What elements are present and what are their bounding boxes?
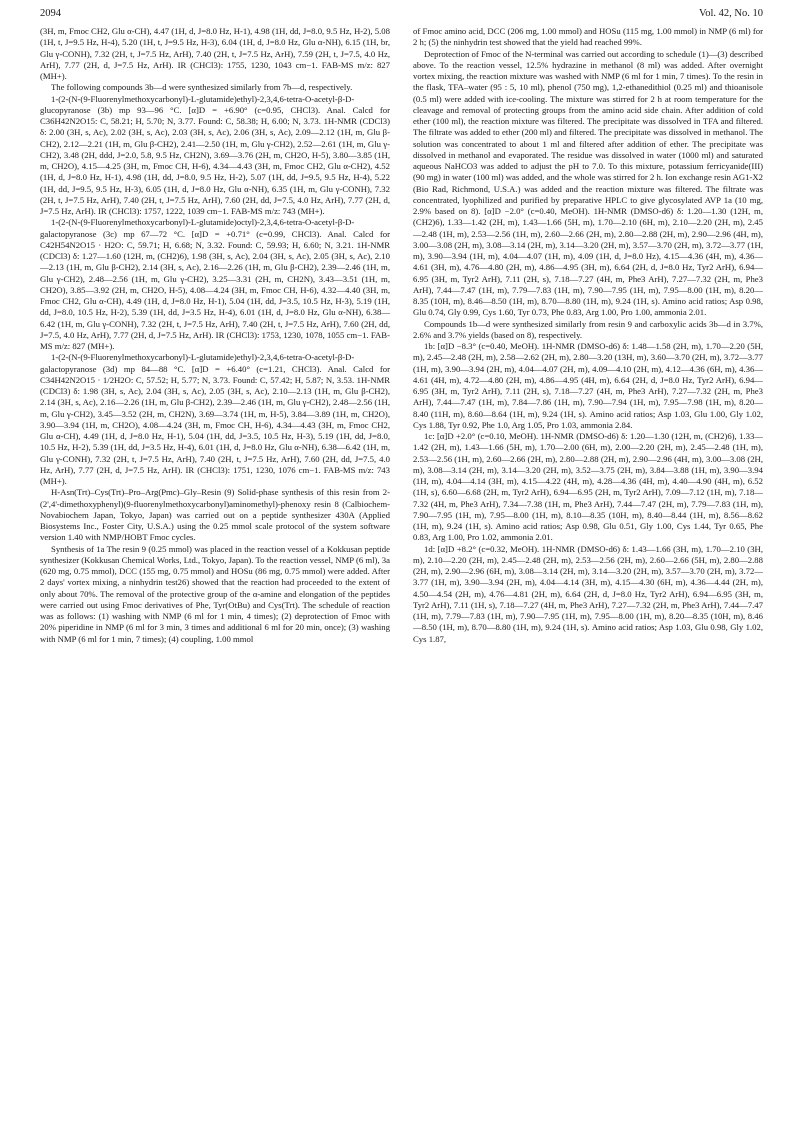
paragraph: of Fmoc amino acid, DCC (206 mg, 1.00 mmol) and HOSu (115 mg, 1.00 mmol) in NMP (6 ml) for 2 h; (5) the ninhydrin test showed that the yield had reached 99%. — [413, 26, 763, 48]
right-column — [413, 26, 763, 645]
paragraph: (3H, m, Fmoc CH2, Glu α-CH), 4.47 (1H, d, J=8.0 Hz, H-1), 4.98 (1H, dd, J=8.0, 9.5 Hz, H-2), 5.08 (1H, t, J=9.5 Hz, H-4), 5.20 (1H, t, J=9.5 Hz, H-3), 6.04 (1H, d, J=8.0 Hz, Glu α-NH), 6.15 (1H, br, Glu γ-CONH), 7.32 (2H, t, J=7.5 Hz, ArH), 7.40 (2H, t, J=7.5 Hz, ArH), 7.59 (2H, t, J=7.5, 4.0 Hz, ArH), 7.77 (2H, d, J=7.5 Hz, ArH). IR (CHCl3): 1755, 1230, 1043 cm−1. FAB-MS m/z: 827 (MH+). — [40, 26, 390, 81]
journal-volume: Vol. 42, No. 10 — [699, 8, 763, 19]
paragraph: 1d: [α]D +8.2° (c=0.32, MeOH). 1H-NMR (DMSO-d6) δ: 1.43—1.66 (3H, m), 1.70—2.10 (3H, m), 2.10—2.20 (2H, m), 2.45—2.48 (2H, m), 2.53—2.56 (2H, m), 2.60—2.66 (5H, m), 2.80—2.88 (2H, m), 2.90—2.96 (6H, m), 3.08—3.14 (2H, m), 3.14—3.20 (2H, m), 3.57—3.70 (2H, m), 3.72—3.77 (1H, m), 3.90—3.94 (2H, m), 4.04—4.14 (3H, m), 4.15—4.30 (6H, m), 4.36—4.44 (2H, m), 4.50—4.54 (2H, m), 4.76—4.81 (2H, m), 6.64 (2H, d, J=8.0 Hz, Tyr2 ArH), 6.94—6.95 (3H, m, Tyr2 ArH), 7.11 (1H, s), 7.18—7.27 (4H, m, Phe3 ArH), 7.27—7.32 (2H, m, Phe3 ArH), 7.44—7.47 (1H, m), 7.79—7.83 (1H, m), 7.90—7.95 (1H, m), 7.95—8.00 (1H, m), 8.20—8.35 (10H, m), 8.46—8.50 (1H, m), 8.70—8.80 (1H, m), 9.24 (1H, s). Amino acid ratios; Asp 1.03, Glu 0.98, Gly 1.02, Cys 1.87, — [413, 543, 763, 644]
paragraph: H-Asn(Trt)–Cys(Trt)–Pro–Arg(Pmc)–Gly–Resin (9) Solid-phase synthesis of this resin from 2-(2',4'-dimethoxyphenyl)(9-fluorenylmethoxycarbonyl)aminomethyl)-phenoxy resin 8 (Calbiochem-Novabiochem Japan, Tokyo, Japan) was carried out on a peptide synthesizer 430A (Applied Biosystems Inc., Foster City, U.S.A.) using the 0.25 mmol scale protocol of the system software version 1.40 with NMP/HOBT Fmoc cycles. — [40, 487, 390, 543]
paragraph: 1c: [α]D +2.0° (c=0.10, MeOH). 1H-NMR (DMSO-d6) δ: 1.20—1.30 (12H, m, (CH2)6), 1.33—1.42 (2H, m), 1.43—1.66 (5H, m), 1.70—2.00 (6H, m), 2.00—2.20 (2H, m), 2.45—2.48 (1H, m), 2.53—2.56 (1H, m), 2.60—2.66 (2H, m), 2.80—2.88 (2H, m), 2.90—2.96 (4H, m), 3.00—3.08 (2H, m), 3.08—3.14 (2H, m), 3.14—3.20 (2H, m), 3.52—3.75 (2H, m), 3.84—3.88 (1H, m), 3.90—3.94 (1H, m), 4.04—4.14 (3H, m), 4.15—4.22 (4H, m), 4.28—4.36 (4H, m), 4.40—4.90 (4H, m), 6.52 (1H, s), 6.60—6.68 (2H, m, Tyr2 ArH), 6.94—6.95 (2H, m, Tyr2 ArH), 7.09—7.12 (1H, m), 7.18—7.32 (4H, m, Phe3 ArH), 7.34—7.38 (1H, m, Phe3 ArH), 7.44—7.47 (2H, m), 7.79—7.83 (1H, m), 7.90—7.95 (1H, m), 7.95—8.00 (1H, m), 8.10—8.35 (10H, m), 8.40—8.44 (1H, m), 8.56—8.62 (1H, m), 9.24 (1H, s). Amino acid ratios; Asp 0.98, Glu 0.51, Gly 1.00, Cys 1.44, Tyr 0.65, Phe 0.83, Arg 1.00, Pro 1.02, ammonia 2.01. — [413, 431, 763, 543]
left-column — [40, 26, 390, 645]
paragraph: 1-(2-(N-(9-Fluorenylmethoxycarbonyl)-L-glutamide)ethyl)-2,3,4,6-tetra-O-acetyl-β-D-galactopyranose (3d) mp 84—88 °C. [α]D = +6.40° (c=1.21, CHCl3). Anal. Calcd for C34H42N2O15 · 1/2H2O: C, 57.52; H, 5.77; N, 3.73. Found: C, 57.42; H, 5.87; N, 3.53. 1H-NMR (CDCl3) δ: 1.98 (3H, s, Ac), 2.04 (3H, s, Ac), 2.05 (3H, s, Ac), 2.10—2.13 (1H, m, Glu β-CH2), 2.14 (3H, s, Ac), 2.16—2.26 (1H, m, Glu β-CH2), 2.39—2.46 (1H, m, Glu γ-CH2), 2.48—2.56 (1H, m, Glu γ-CH2), 3.45—3.52 (2H, m, CH2N), 3.69—3.74 (1H, m, H-5), 3.84—3.89 (1H, m, CH2O), 3.90—3.94 (1H, m, CH2O), 4.08—4.24 (3H, m, Fmoc CH, H-6), 4.34—4.43 (3H, m, Fmoc CH2, Glu α-CH), 4.49 (1H, d, J=8.0 Hz, H-1), 5.04 (1H, dd, J=3.5, 10.5 Hz, H-3), 5.19 (1H, dd, J=8.0, 10.5 Hz, H-2), 5.39 (1H, dd, J=3.5 Hz, H-4), 6.01 (1H, d, J=8.0 Hz, Glu α-NH), 6.38—6.42 (1H, m, Glu γ-CONH), 7.32 (2H, t, J=7.5 Hz, ArH), 7.40 (2H, t, J=7.5 Hz, ArH), 7.60 (2H, dd, J=7.5, 4.0 Hz, ArH), 7.77 (2H, d, J=7.5 Hz, ArH). IR (CHCl3): 1751, 1230, 1076 cm−1. FAB-MS m/z: 743 (MH+). — [40, 352, 390, 486]
paragraph: 1-(2-(N-(9-Fluorenylmethoxycarbonyl)-L-glutamide)octyl)-2,3,4,6-tetra-O-acetyl-β-D-galactopyranose (3c) mp 67—72 °C. [α]D = +0.71° (c=0.99, CHCl3). Anal. Calcd for C42H54N2O15 · H2O: C, 59.71; H, 6.68; N, 3.32. Found: C, 59.93; H, 6.60; N, 3.21. 1H-NMR (CDCl3) δ: 1.27—1.60 (12H, m, (CH2)6), 1.98 (3H, s, Ac), 2.04 (3H, s, Ac), 2.05 (3H, s, Ac), 2.10—2.13 (1H, m, Glu β-CH2), 2.14 (3H, s, Ac), 2.16—2.26 (1H, m, Glu β-CH2), 2.39—2.46 (1H, m, Glu γ-CH2), 2.48—2.56 (1H, m, Glu γ-CH2), 3.25—3.31 (2H, m, CH2N), 3.43—3.51 (1H, m, CH2O), 3.85—3.92 (2H, m, CH2O, H-5), 4.08—4.24 (3H, m, Fmoc CH, H-6), 4.32—4.40 (3H, m, Fmoc CH2, Glu α-CH), 4.49 (1H, d, J=8.0 Hz, H-1), 5.04 (1H, dd, J=3.5, 10.5 Hz, H-3), 5.19 (1H, dd, J=8.0, 10.5 Hz, H-2), 5.39 (1H, dd, J=3.5 Hz, H-4), 6.01 (1H, d, J=8.0 Hz, Glu α-NH), 6.38—6.42 (1H, m, Glu γ-CONH), 7.32 (2H, t, J=7.5 Hz, ArH), 7.40 (2H, t, J=7.5 Hz, ArH), 7.60 (2H, dd, J=7.5, 4.0 Hz, ArH), 7.77 (2H, d, J=7.5 Hz, ArH). IR (CHCl3): 1753, 1230, 1078, 1055 cm−1. FAB-MS m/z: 827 (MH+). — [40, 217, 390, 351]
paragraph: Deprotection of Fmoc of the N-terminal was carried out according to schedule (1)—(3) described above. To the reaction vessel, 12.5% hydrazine in methanol (8 ml) was added. After overnight vortex mixing, the reaction mixture was washed with NMP (6 ml for 1 min, 7 times). To the resin in the flask, TFA–water (95 : 5, 10 ml), phenol (750 mg), 1,2-ethanedithiol (0.25 ml) and thioanisole (0.5 ml) were added with ice-cooling. The mixture was stirred for 2 h at room temperature for the cleavage and removal of protecting groups from the amino acid side chain. After addition of cold ether (100 ml), the reaction mixture was filtered. The precipitate was dissolved in TFA and filtered. The filtrate was added to ether (200 ml) and filtered. The precipitate was dissolved in methanol. The solution was concentrated to about 1 ml and filtered after addition of ether. The precipitate was dissolved in methanol and evaporated. The residue was dissolved in water (1000 ml) and saturated aqueous NaHCO3 was added to adjust the pH to 7.0. To this mixture, potassium ferricyanide(III) (90 mg) in water (100 ml) was added, and the whole was stirred for 2 h. Ion exchange resin AG1-X2 (Bio Rad, Richmond, U.S.A.) was added and the reaction mixture was filtered. The filtrate was concentrated, lyophilized and purified by preparative HPLC to give glycosylated AVP 1a (10 mg, 2.9% based on 8). [α]D −2.0° (c=0.40, MeOH). 1H-NMR (DMSO-d6) δ: 1.20—1.30 (12H, m, (CH2)6), 1.33—1.42 (2H, m), 1.43—1.66 (5H, m), 1.70—2.10 (6H, m), 2.10—2.20 (2H, m), 2.45—2.48 (1H, m), 2.53—2.56 (1H, m), 2.60—2.66 (2H, m), 2.80—2.88 (2H, m), 2.90—2.96 (4H, m), 3.00—3.08 (2H, m), 3.08—3.14 (2H, m), 3.14—3.20 (2H, m), 3.57—3.70 (2H, m), 3.72—3.77 (1H, m), 3.90—3.94 (1H, m), 4.04—4.07 (1H, m), 4.09 (1H, d, J=8.0 Hz), 4.15—4.36 (4H, m), 4.36—4.61 (3H, m), 4.76—4.80 (2H, m), 4.86—4.95 (3H, m), 6.64 (2H, d, J=8.0 Hz, Tyr2 ArH), 6.94—6.95 (3H, m, Tyr2 ArH), 7.11 (2H, s), 7.18—7.27 (4H, m, Phe3 ArH), 7.27—7.32 (2H, m, Phe3 ArH), 7.44—7.47 (1H, m), 7.79—7.83 (1H, m), 7.90—7.95 (1H, m), 7.95—8.00 (1H, m), 8.20—8.35 (10H, m), 8.46—8.50 (1H, m), 8.70—8.80 (1H, m), 9.24 (1H, s). Amino acid ratios; Asp 0.98, Glu 0.74, Gly 0.99, Cys 1.60, Tyr 0.73, Phe 0.83, Arg 1.00, Pro 1.00, ammonia 2.01. — [413, 48, 763, 318]
page-header — [40, 8, 763, 24]
page-number: 2094 — [40, 8, 61, 19]
paragraph: Compounds 1b—d were synthesized similarly from resin 9 and carboxylic acids 3b—d in 3.7%, 2.6% and 3.7% yields (based on 8), respectively. — [413, 318, 763, 340]
paragraph: Synthesis of 1a The resin 9 (0.25 mmol) was placed in the reaction vessel of a Kokkusan peptide synthesizer (Kokkusan Chemical Works, Ltd., Tokyo, Japan). To the reaction vessel, NMP (6 ml), 3a (620 mg, 0.75 mmol), DCC (155 mg, 0.75 mmol) and HOSu (86 mg, 0.75 mmol) were added. After 2 days' vortex mixing, a ninhydrin test26) showed that the reaction had proceeded to the extent of only about 70%. The removal of the protective group of the α-amine and elongation of the peptides were carried out using Fmoc derivatives of Phe, Tyr(OtBu) and Cys(Trt). The schedule of reaction was as follows: (1) washing with NMP (6 ml for 1 min, 4 times); (2) deprotection of Fmoc with 20% piperidine in NMP (6 ml for 3 min, 3 times and additional 6 ml for 20 min, once); (3) washing with NMP (6 ml for 1 min, 7 times); (4) coupling, 1.00 mmol — [40, 543, 390, 644]
paragraph: The following compounds 3b—d were synthesized similarly from 7b—d, respectively. — [51, 82, 353, 93]
paragraph: 1b: [α]D −8.3° (c=0.40, MeOH). 1H-NMR (DMSO-d6) δ: 1.48—1.58 (2H, m), 1.70—2.20 (5H, m), 2.45—2.48 (2H, m), 2.58—2.62 (2H, m), 2.80—3.20 (13H, m), 3.60—3.70 (2H, m), 3.72—3.77 (1H, m), 3.90—3.94 (2H, m), 4.04—4.07 (2H, m), 4.09—4.10 (2H, m), 4.12—4.36 (6H, m), 4.36—4.61 (4H, m), 4.72—4.80 (2H, m), 4.86—4.95 (4H, m), 6.64 (2H, d, J=8.0 Hz, Tyr2 ArH), 6.94—6.95 (3H, m, Tyr2 ArH), 7.11 (2H, s), 7.18—7.27 (4H, m, Phe3 ArH), 7.27—7.32 (2H, m, Phe3 ArH), 7.44—7.47 (1H, m), 7.84—7.86 (1H, m), 7.90—7.94 (1H, m), 7.95—7.98 (1H, m), 8.20—8.40 (11H, m), 8.60—8.64 (1H, m), 9.24 (1H, s). Amino acid ratios; Asp 1.03, Glu 1.00, Gly 1.02, Cys 1.88, Tyr 0.92, Phe 1.0, Arg 1.05, Pro 1.03, ammonia 2.84. — [413, 341, 763, 430]
paragraph: 1-(2-(N-(9-Fluorenylmethoxycarbonyl)-L-glutamide)ethyl)-2,3,4,6-tetra-O-acetyl-β-D-glucopyranose (3b) mp 93—96 °C. [α]D = +6.90° (c=0.95, CHCl3). Anal. Calcd for C36H42N2O15: C, 58.21; H, 5.70; N, 3.77. Found: C, 58.38; H, 6.00; N, 3.73. 1H-NMR (CDCl3) δ: 2.00 (3H, s, Ac), 2.02 (3H, s, Ac), 2.03 (3H, s, Ac), 2.06 (3H, s, Ac), 2.09—2.12 (1H, m, Glu β-CH2), 2.12—2.21 (1H, m, Glu β-CH2), 2.41—2.50 (1H, m, Glu γ-CH2), 2.52—2.61 (1H, m, Glu γ-CH2), 3.48 (2H, ddd, J=2.0, 5.8, 9.5 Hz, CH2N), 3.69—3.76 (2H, m, CH2O, H-5), 3.80—3.85 (1H, m, CH2O), 4.15—4.25 (3H, m, Fmoc CH, H-6), 4.34—4.43 (3H, m, Fmoc CH2, Glu α-CH2), 4.52 (1H, d, J=8.0 Hz, H-1), 4.98 (1H, dd, J=8.0, 9.5 Hz, H-2), 5.07 (1H, dd, J=9.5, 9.5 Hz, H-4), 5.22 (1H, dd, J=9.5, 9.5 Hz, H-3), 6.05 (1H, d, J=8.0 Hz, Glu α-NH), 6.35 (1H, m, Glu γ-CONH), 7.32 (2H, t, J=7.5 Hz, ArH), 7.40 (2H, t, J=7.5 Hz, ArH), 7.60 (2H, dd, J=7.5, 4.0 Hz, ArH), 7.77 (2H, d, J=7.5 Hz, ArH). IR (CHCl3): 1757, 1222, 1039 cm−1. FAB-MS m/z: 743 (MH+). — [40, 93, 390, 216]
